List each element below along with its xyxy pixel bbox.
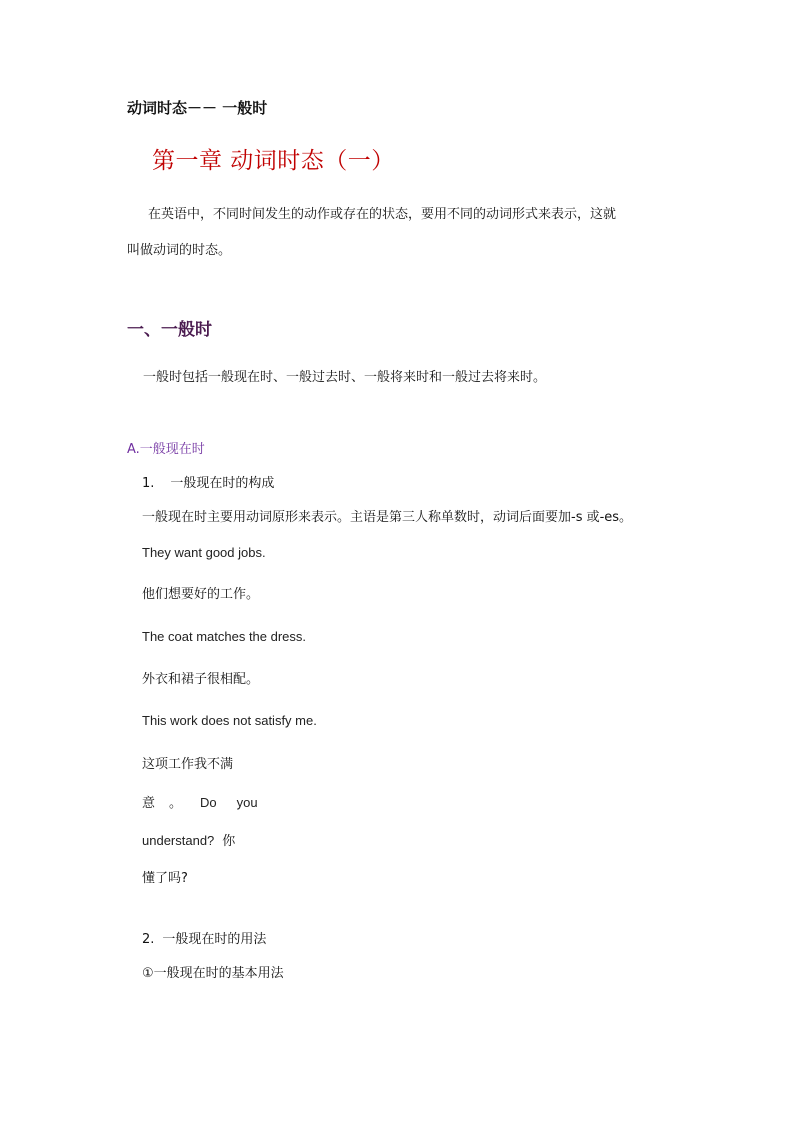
- list-item-label: 一般现在时的用法: [162, 932, 267, 947]
- intro-line-2: 叫做动词的时态。: [127, 243, 232, 258]
- example-mixed-line-3: 懂了吗?: [142, 871, 188, 886]
- example-chinese: 外衣和裙子很相配。: [142, 672, 260, 687]
- subsection-title: A.一般现在时: [127, 442, 205, 457]
- section-heading: 一、一般时: [127, 320, 212, 340]
- example-chinese: 他们想要好的工作。: [142, 587, 260, 602]
- example-english: The coat matches the dress.: [142, 629, 307, 644]
- example-fragment: understand?: [142, 833, 215, 848]
- section-description: 一般时包括一般现在时、一般过去时、一般将来时和一般过去将来时。: [143, 370, 547, 385]
- example-fragment: 。: [169, 796, 183, 811]
- list-item-usage: [142, 933, 266, 946]
- rule-text: 一般现在时主要用动词原形来表示。主语是第三人称单数时，动词后面要加-s 或-es。: [142, 510, 633, 525]
- list-item-label: 一般现在时的构成: [170, 476, 275, 491]
- example-mixed-line-1: [142, 796, 258, 810]
- list-item-composition: [142, 477, 274, 490]
- example-fragment: you: [236, 795, 258, 810]
- list-item-number: 2.: [142, 932, 155, 947]
- example-fragment: 你: [222, 834, 236, 849]
- sub-list-item: ①一般现在时的基本用法: [142, 966, 284, 981]
- intro-line-1: 在英语中，不同时间发生的动作或存在的状态，要用不同的动词形式来表示，这就: [148, 207, 617, 222]
- example-english: They want good jobs.: [142, 545, 266, 560]
- list-item-number: 1.: [142, 476, 155, 491]
- example-fragment: Do: [200, 795, 217, 810]
- example-mixed-line-2: [142, 834, 235, 848]
- document-header: 动词时态－－ 一般时: [127, 99, 268, 117]
- example-fragment: 意: [142, 796, 156, 811]
- example-chinese: 这项工作我不满: [142, 757, 234, 772]
- chapter-title: 第一章 动词时态（一）: [152, 148, 395, 174]
- example-english: This work does not satisfy me.: [142, 713, 317, 728]
